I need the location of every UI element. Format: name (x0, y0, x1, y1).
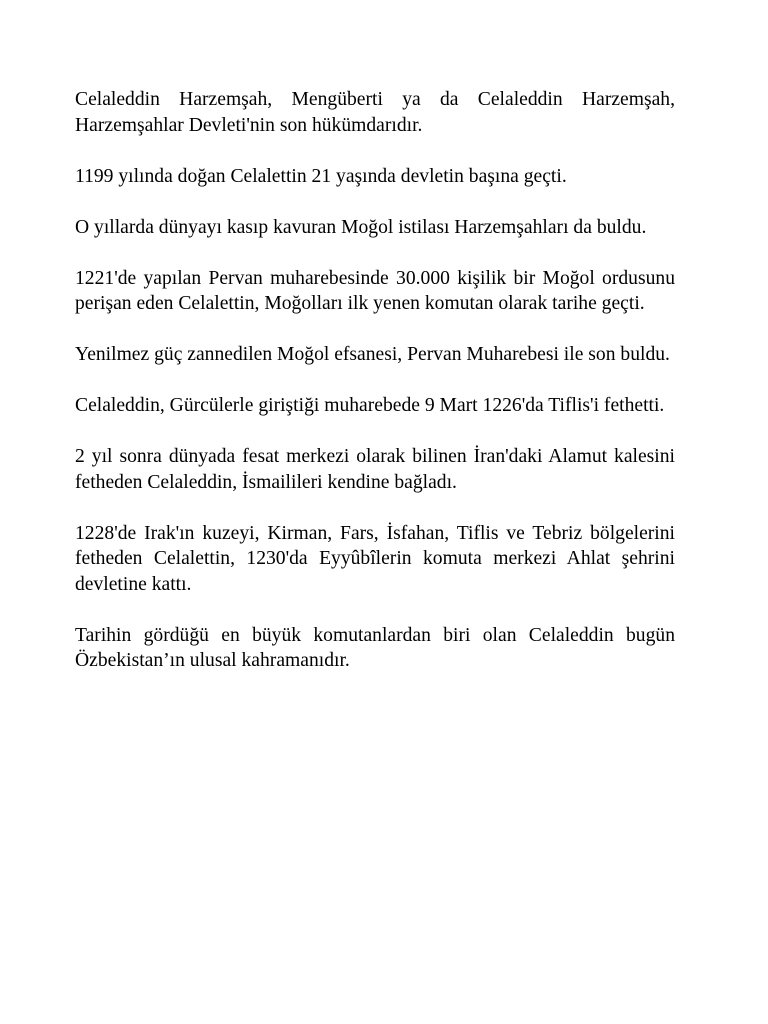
paragraph: Yenilmez güç zannedilen Moğol efsanesi, Pervan Muharebesi ile son buldu. (75, 344, 670, 365)
paragraph: 2 yıl sonra dünyada fesat merkezi olarak bilinen İran'daki Alamut kalesini fetheden Celaleddin, İsmailileri kendine bağladı. (75, 446, 675, 493)
paragraph: O yıllarda dünyayı kasıp kavuran Moğol istilası Harzemşahları da buldu. (75, 216, 647, 238)
paragraph: 1199 yılında doğan Celalettin 21 yaşında devletin başına geçti. (75, 165, 567, 187)
paragraph: 1221'de yapılan Pervan muharebesinde 30.000 kişilik bir Moğol ordusunu perişan eden Celalettin, Moğolları ilk yenen komutan olarak tarihe geçti. (75, 267, 675, 314)
document-body (75, 87, 675, 699)
paragraph: Celaleddin, Gürcülerle giriştiği muharebede 9 Mart 1226'da Tiflis'i fethetti. (75, 395, 665, 416)
paragraph: 1228'de Irak'ın kuzeyi, Kirman, Fars, İsfahan, Tiflis ve Tebriz bölgelerini fetheden Celalettin, 1230'da Eyyûbîlerin komuta merkezi Ahlat şehrini devletine kattı. (75, 522, 675, 595)
paragraph: Tarihin gördüğü en büyük komutanlardan biri olan Celaleddin bugün Özbekistan’ın ulusal kahramanıdır. (75, 624, 675, 671)
paragraph: Celaleddin Harzemşah, Mengüberti ya da Celaleddin Harzemşah, Harzemşahlar Devleti'nin son hükümdarıdır. (75, 89, 675, 136)
